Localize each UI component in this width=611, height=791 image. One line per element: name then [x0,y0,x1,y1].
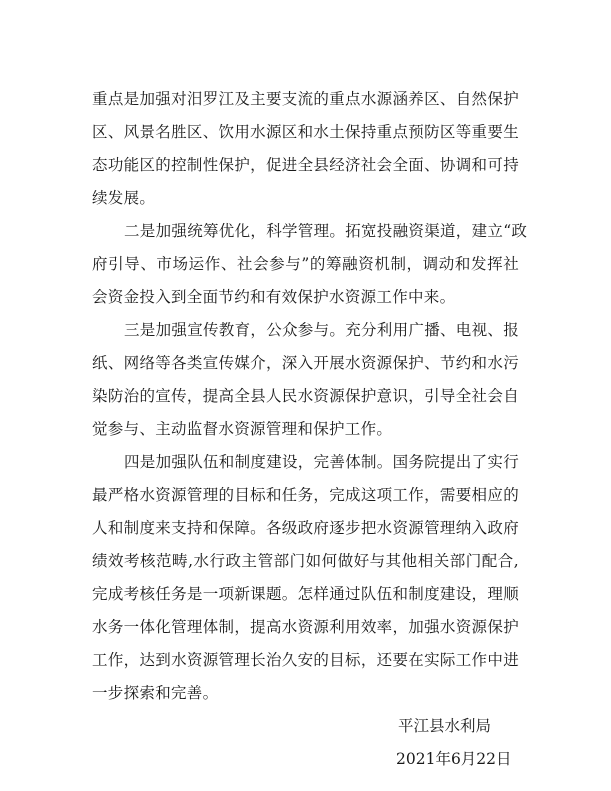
signing-organization: 平江县水利局 [398,717,492,735]
paragraph-line: 区、风景名胜区、饮用水源区和水土保持重点预防区等重要生 [92,123,519,141]
paragraph-line: 水务一体化管理体制，提高水资源利用效率，加强水资源保护 [92,618,519,636]
paragraph-line: 重点是加强对汨罗江及主要支流的重点水源涵养区、自然保护 [92,90,519,108]
paragraph-line: 一步探索和完善。 [92,684,219,702]
paragraph-line: 纸、网络等各类宣传媒介，深入开展水资源保护、节约和水污 [92,354,519,372]
paragraph-line: 完成考核任务是一项新课题。怎样通过队伍和制度建设，理顺 [92,585,519,603]
paragraph-line: 续发展。 [92,189,156,207]
paragraph-line: 染防治的宣传，提高全县人民水资源保护意识，引导全社会自 [92,387,519,405]
paragraph-line: 人和制度来支持和保障。各级政府逐步把水资源管理纳入政府 [92,519,519,537]
paragraph-line: 工作，达到水资源管理长治久安的目标，还要在实际工作中进 [92,651,519,669]
paragraph-line: 绩效考核范畴,水行政主管部门如何做好与其他相关部门配合, [92,552,519,570]
paragraph-line: 态功能区的控制性保护，促进全县经济社会全面、协调和可持 [92,156,519,174]
paragraph-line: 会资金投入到全面节约和有效保护水资源工作中来。 [92,288,456,306]
signing-date: 2021年6月22日 [396,750,512,768]
paragraph-line: 三是加强宣传教育，公众参与。充分利用广播、电视、报 [124,321,520,339]
paragraph-line: 府引导、市场运作、社会参与”的筹融资机制，调动和发挥社 [92,255,519,273]
paragraph-line: 觉参与、主动监督水资源管理和保护工作。 [92,420,393,438]
paragraph-line: 最严格水资源管理的目标和任务，完成这项工作，需要相应的 [92,486,519,504]
paragraph-line: 四是加强队伍和制度建设，完善体制。国务院提出了实行 [124,453,520,471]
paragraph-line: 二是加强统筹优化，科学管理。拓宽投融资渠道，建立“政 [124,222,528,240]
